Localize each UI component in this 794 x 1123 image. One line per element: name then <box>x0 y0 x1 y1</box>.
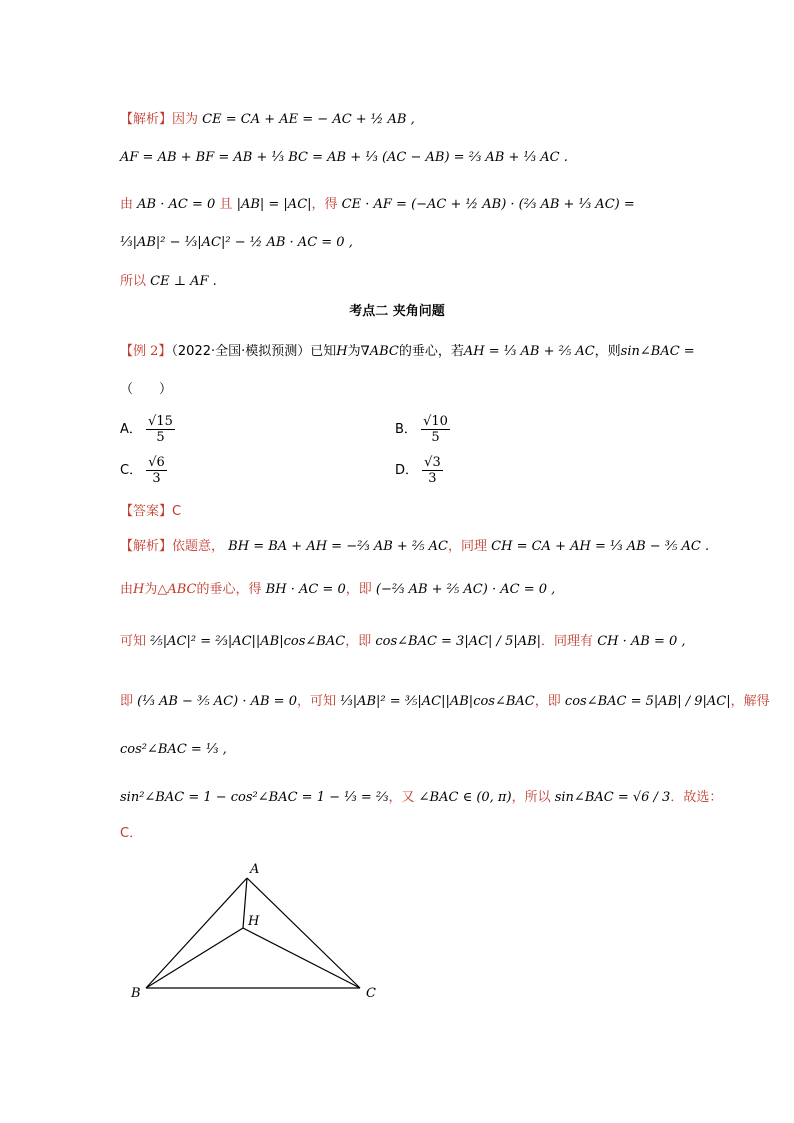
edge-ab <box>146 878 247 988</box>
text: ，即 <box>345 582 372 597</box>
equation: sin∠BAC = √6 / 3 <box>554 790 671 805</box>
equation: CE = CA + AE = − AC + ½ AB , <box>202 112 415 127</box>
text: ，即 <box>345 634 372 649</box>
text: 即 <box>120 694 134 709</box>
text: 由 <box>120 582 134 597</box>
equation: ⅓|AB|² = ⅗|AC||AB|cos∠BAC <box>340 694 535 709</box>
equation: AB · AC = 0 <box>137 197 216 212</box>
text: ．故选： <box>670 790 723 805</box>
text: 因为 <box>172 112 199 127</box>
option-label: B． <box>395 422 417 437</box>
segment-ah <box>243 878 247 928</box>
equation: sin∠BAC = <box>620 344 695 359</box>
example-tag: 【例 2】 <box>120 344 172 359</box>
equation: cos∠BAC = 3|AC| / 5|AB| <box>375 634 542 649</box>
text: 由 <box>120 197 134 212</box>
denominator: 3 <box>428 471 437 486</box>
equation: cos²∠BAC = ⅓ , <box>120 742 227 757</box>
vertex-label-h: H <box>248 914 260 929</box>
text: 的垂心，得 <box>196 582 262 597</box>
answer-blank: （ ） <box>120 382 173 397</box>
text: ，得 <box>311 197 338 212</box>
text: 已知 <box>310 344 337 359</box>
equation: CE · AF = (−AC + ½ AB) · (⅔ AB + ⅓ AC) = <box>341 197 635 212</box>
equation: |AB| = |AC| <box>236 197 312 212</box>
edge-ac <box>247 878 360 988</box>
text: 且 <box>219 197 233 212</box>
text: 为 <box>144 582 158 597</box>
final-answer: C． <box>120 826 143 841</box>
numerator: √3 <box>424 455 441 470</box>
text: ，可知 <box>296 694 336 709</box>
segment-ch <box>243 928 360 988</box>
equation: BH = BA + AH = −⅔ AB + ⅖ AC <box>228 539 448 554</box>
text: ，同理 <box>448 539 488 554</box>
text: H <box>133 582 145 597</box>
equation: ⅖|AC|² = ⅔|AC||AB|cos∠BAC <box>150 634 346 649</box>
equation: (−⅔ AB + ⅖ AC) · AC = 0 , <box>375 582 556 597</box>
text: ，则 <box>594 344 621 359</box>
text: 的垂心，若 <box>398 344 464 359</box>
equation: CH · AB = 0 , <box>597 634 686 649</box>
denominator: 3 <box>152 471 161 486</box>
vertex-label-b: B <box>131 986 141 1001</box>
equation: ⅓|AB|² − ⅓|AC|² − ½ AB · AC = 0 , <box>120 235 353 250</box>
denominator: 5 <box>431 430 440 445</box>
option-label: D． <box>395 463 419 478</box>
text: 所以 <box>120 274 147 289</box>
source: （2022·全国·模拟预测） <box>171 344 311 359</box>
answer-tag: 【答案】 <box>120 504 173 519</box>
equation: CH = CA + AH = ⅓ AB − ⅗ AC . <box>491 539 710 554</box>
text: 依题意， <box>172 539 225 554</box>
equation: BH · AC = 0 <box>265 582 346 597</box>
numerator: √10 <box>423 414 448 429</box>
text: H <box>336 344 348 359</box>
vertex-label-c: C <box>366 986 376 1001</box>
equation: (⅓ AB − ⅗ AC) · AB = 0 <box>137 694 297 709</box>
option-label: A． <box>120 422 142 437</box>
text: ，即 <box>534 694 561 709</box>
text: ．同理有 <box>541 634 594 649</box>
equation: AF = AB + BF = AB + ⅓ BC = AB + ⅓ (AC − AB) = ⅔ AB + ⅓ AC . <box>120 150 568 165</box>
option-label: C． <box>120 463 143 478</box>
vertex-label-a: A <box>250 862 260 877</box>
text: ，又 <box>388 790 415 805</box>
analysis-tag: 【解析】 <box>120 539 173 554</box>
equation: AH = ⅓ AB + ⅖ AC <box>463 344 595 359</box>
numerator: √6 <box>148 455 165 470</box>
equation: sin²∠BAC = 1 − cos²∠BAC = 1 − ⅓ = ⅔ <box>120 790 389 805</box>
analysis-tag: 【解析】 <box>120 112 173 127</box>
denominator: 5 <box>156 430 165 445</box>
segment-bh <box>146 928 243 988</box>
numerator: √15 <box>148 414 173 429</box>
section-title: 考点二 夹角问题 <box>349 304 445 319</box>
text: ∇ABC <box>360 344 399 359</box>
text: 为 <box>347 344 361 359</box>
equation: ∠BAC ∈ (0, π) <box>418 790 512 805</box>
text: △ABC <box>157 582 197 597</box>
text: ，所以 <box>511 790 551 805</box>
equation: CE ⊥ AF . <box>150 274 217 289</box>
text: 可知 <box>120 634 147 649</box>
equation: cos∠BAC = 5|AB| / 9|AC| <box>564 694 731 709</box>
answer-value: C <box>172 504 182 519</box>
text: ，解得 <box>730 694 770 709</box>
